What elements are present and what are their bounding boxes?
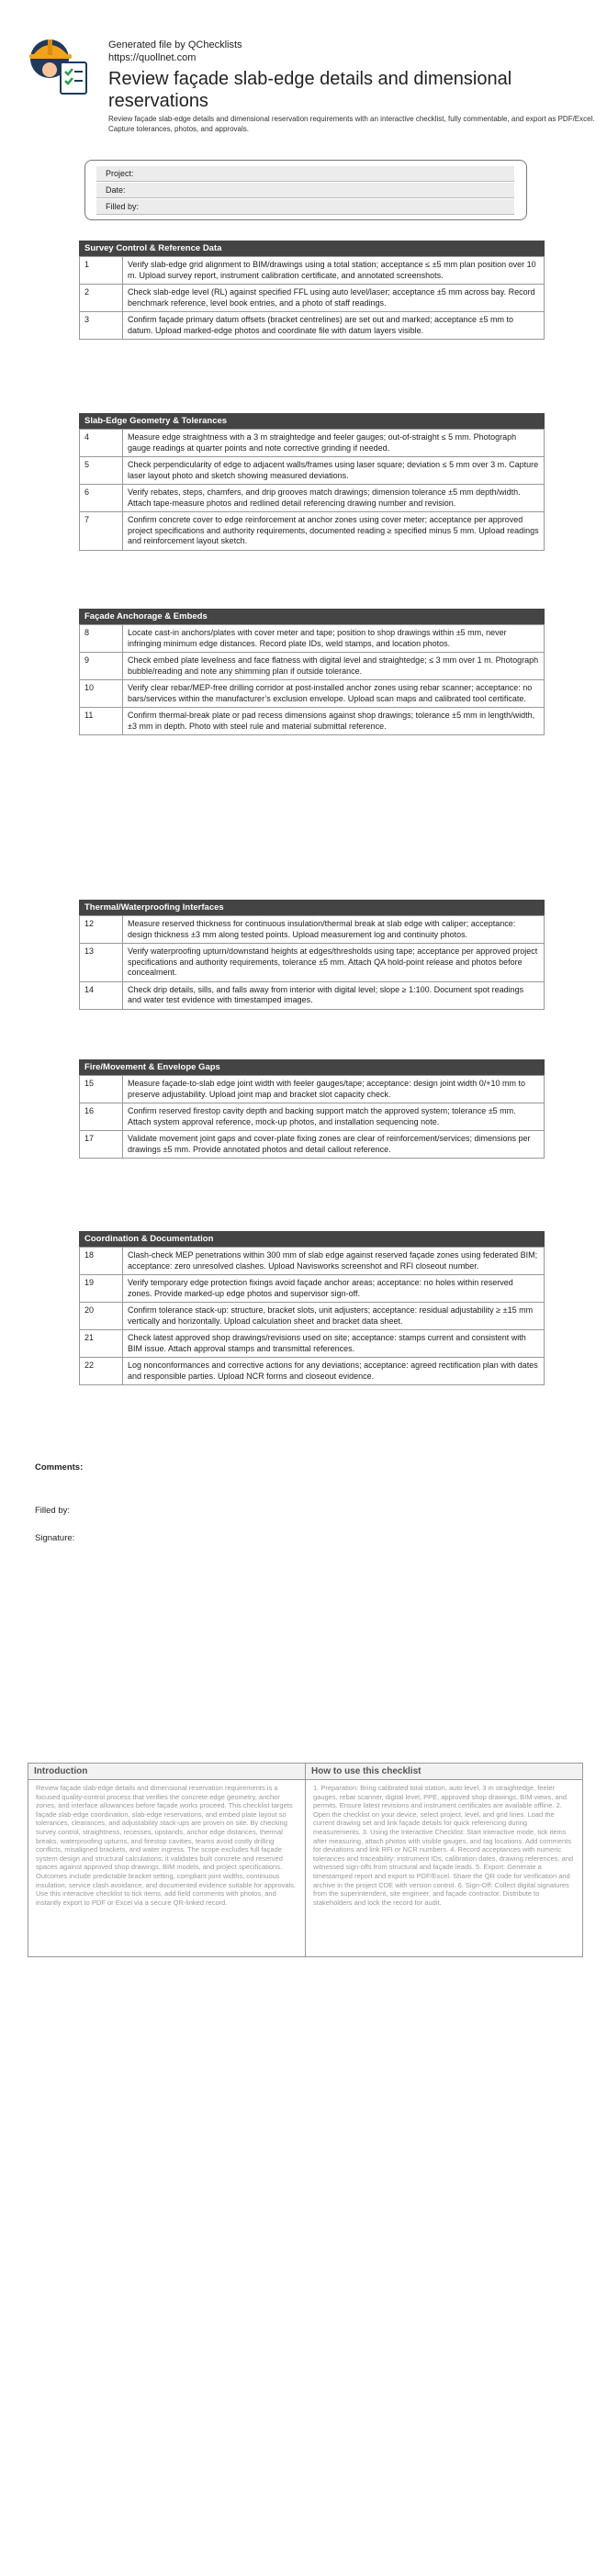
table-row[interactable] xyxy=(80,485,545,512)
item-number: 12 xyxy=(80,916,123,944)
table-row[interactable] xyxy=(80,1103,545,1131)
item-text: Measure façade-to-slab edge joint width with feeler gauges/tape; acceptance: design joint width 0/+10 mm to preserve adjustability. Upload joint map and bracket slot capacity check. xyxy=(123,1076,545,1103)
table-row[interactable] xyxy=(80,981,545,1009)
filled-by-label: Filled by: xyxy=(35,1506,71,1516)
item-text: Measure reserved thickness for continuous insulation/thermal break at slab edge with caliper; acceptance: design thickness ±3 mm along tested points. Upload measurement log and continuity photos. xyxy=(123,916,545,944)
section-facade-anchorage xyxy=(79,609,545,735)
page-title: Review façade slab-edge details and dimensional reservations xyxy=(108,69,512,111)
item-number: 17 xyxy=(80,1131,123,1159)
item-number: 18 xyxy=(80,1248,123,1275)
checklist-table xyxy=(79,1075,545,1159)
item-number: 9 xyxy=(80,653,123,680)
how-to-column xyxy=(306,1764,582,1956)
table-row[interactable] xyxy=(80,1131,545,1159)
section-slab-edge-geometry xyxy=(79,413,545,551)
table-row[interactable] xyxy=(80,1303,545,1330)
item-number: 15 xyxy=(80,1076,123,1103)
item-number: 14 xyxy=(80,981,123,1009)
how-to-text: 1. Preparation: Bring calibrated total station, auto level, 3 m straightedge, feeler gauges, rebar scanner, digital level, PPE, approved shop drawings, BIM views, and permits. Ensure latest revisions and instrument certificates are available offline. 2. Open the checklist on your device, select project, level, and grid lines. Load the current drawing set and link façade details for quick referencing during measurements. 3. Using the Interactive Checklist: Start interactive mode, tick items after measuring, attach photos with visible gauges, and tag locations. Add comments for deviations and link RFI or NCR numbers. 4. Record acceptances with numeric tolerances and traceability: instrument IDs, calibration dates, drawing references, and witnessed sign-offs from structural and façade leads. 5. Export: Generate a timestamped report and export to PDF/Excel. Share the QR code for verification and archive in the project CDE with version control. 6. Sign-Off: Collect digital signatures from the superintendent, site engineer, and façade contractor. Distribute to stakeholders and lock the record for audit. xyxy=(313,1784,574,1907)
item-number: 8 xyxy=(80,625,123,653)
checklist-table xyxy=(79,256,545,340)
section-thermal-waterproofing xyxy=(79,900,545,1010)
item-text: Check latest approved shop drawings/revisions used on site; acceptance: stamps current and consistent with BIM issue. Attach approval stamps and transmittal references. xyxy=(123,1330,545,1358)
item-number: 3 xyxy=(80,312,123,340)
construction-helmet-logo-icon xyxy=(28,31,92,95)
table-row[interactable] xyxy=(80,1330,545,1358)
table-row[interactable] xyxy=(80,708,545,735)
item-text: Confirm reserved firestop cavity depth and backing support match the approved system; tolerance ±5 mm. Attach system approval reference, mock-up photos, and installation sequencing note. xyxy=(123,1103,545,1131)
introduction-text: Review façade slab-edge details and dimensional reservation requirements is a focused quality-control process that verifies the concrete edge geometry, anchor zones, and interface allowances before façade works proceed. This checklist targets façade slab-edge coordination, slab-edge reservations, and embed plate layout so tolerances, clearances, and adjustability stack-ups are proven on site. By checking survey control, straightness, recesses, upstands, anchor edge distances, thermal breaks, waterproofing upturns, and firestop cavities, teams avoid costly drilling conflicts, misaligned brackets, and water ingress. The scope excludes full façade system design and structural calculations; it validates built concrete and reserved spaces against approved shop drawings, BIM models, and project specifications. Outcomes include predictable bracket setting, compliant joint widths, continuous insulation, service clash avoidance, and documented evidence suitable for approvals. Use this interactive checklist to tick items, add field comments with photos, and instantly export to PDF or Excel via a secure QR-linked record. xyxy=(36,1784,297,1907)
item-number: 19 xyxy=(80,1275,123,1303)
date-field[interactable]: Date: xyxy=(96,183,514,198)
section-heading: Coordination & Documentation xyxy=(79,1231,545,1247)
source-url-link[interactable]: https://quollnet.com xyxy=(108,52,197,63)
table-row[interactable] xyxy=(80,512,545,551)
project-field[interactable]: Project: xyxy=(96,166,514,182)
item-text: Measure edge straightness with a 3 m straightedge and feeler gauges; out-of-straight ≤ 5 mm. Photograph gauge readings at quarter points and note corrective grinding if needed. xyxy=(123,430,545,457)
item-number: 7 xyxy=(80,512,123,551)
section-coordination-documentation xyxy=(79,1231,545,1385)
introduction-heading: Introduction xyxy=(28,1764,305,1780)
item-number: 16 xyxy=(80,1103,123,1131)
item-text: Confirm concrete cover to edge reinforcement at anchor zones using cover meter; acceptance per approved project specifications and authority requirements, documented reading ≥ specified minus 5 mm. Upload readings and reinforcement layout sketch. xyxy=(123,512,545,551)
table-row[interactable] xyxy=(80,285,545,312)
item-text: Confirm façade primary datum offsets (bracket centrelines) are set out and marked; acceptance ±5 mm to datum. Upload marked-edge photos and coordinate file with datum layers visible. xyxy=(123,312,545,340)
item-number: 5 xyxy=(80,457,123,485)
item-number: 1 xyxy=(80,257,123,285)
section-heading: Fire/Movement & Envelope Gaps xyxy=(79,1059,545,1075)
item-text: Verify slab-edge grid alignment to BIM/drawings using a total station; acceptance ≤ ±5 mm plan position over 10 m. Upload survey report, instrument calibration certificate, and annotated screenshots. xyxy=(123,257,545,285)
signature-label: Signature: xyxy=(35,1533,75,1543)
section-heading: Thermal/Waterproofing Interfaces xyxy=(79,900,545,915)
project-info-box xyxy=(84,160,527,220)
table-row[interactable] xyxy=(80,1358,545,1385)
checklist-table xyxy=(79,1247,545,1385)
item-text: Check slab-edge level (RL) against specified FFL using auto level/laser; acceptance ±5 mm across bay. Record benchmark reference, level book entries, and a photo of staff readings. xyxy=(123,285,545,312)
generated-by-text: Generated file by QChecklists xyxy=(108,39,242,50)
section-survey-control xyxy=(79,241,545,340)
section-fire-movement-gaps xyxy=(79,1059,545,1159)
section-heading: Slab-Edge Geometry & Tolerances xyxy=(79,413,545,429)
item-number: 11 xyxy=(80,708,123,735)
item-text: Clash-check MEP penetrations within 300 mm of slab edge against reserved façade zones using federated BIM; acceptance: zero unresolved clashes. Upload Navisworks screenshot and RFI closeout number. xyxy=(123,1248,545,1275)
item-number: 13 xyxy=(80,944,123,982)
item-text: Validate movement joint gaps and cover-plate fixing zones are clear of reinforcement/services; dimensions per drawings ±5 mm. Provide annotated photos and detail callout reference. xyxy=(123,1131,545,1159)
checklist-table xyxy=(79,624,545,735)
table-row[interactable] xyxy=(80,653,545,680)
filled-by-field[interactable]: Filled by: xyxy=(96,199,514,215)
table-row[interactable] xyxy=(80,1248,545,1275)
item-number: 4 xyxy=(80,430,123,457)
table-row[interactable] xyxy=(80,944,545,982)
item-text: Verify waterproofing upturn/downstand heights at edges/thresholds using tape; acceptance per approved project specifications and authority requirements, tolerance ±5 mm. Attach QA hold-point release and photos before concealment. xyxy=(123,944,545,982)
item-number: 6 xyxy=(80,485,123,512)
table-row[interactable] xyxy=(80,312,545,340)
item-text: Locate cast-in anchors/plates with cover meter and tape; position to shop drawings within ±5 mm, never infringing minimum edge distances. Record plate IDs, weld stamps, and location photos. xyxy=(123,625,545,653)
table-row[interactable] xyxy=(80,430,545,457)
table-row[interactable] xyxy=(80,916,545,944)
table-row[interactable] xyxy=(80,1076,545,1103)
item-number: 10 xyxy=(80,680,123,708)
table-row[interactable] xyxy=(80,625,545,653)
info-panel xyxy=(28,1763,583,1957)
item-text: Verify temporary edge protection fixings avoid façade anchor areas; acceptance: no holes within reserved zones. Provide marked-up edge photos and supervisor sign-off. xyxy=(123,1275,545,1303)
item-number: 22 xyxy=(80,1358,123,1385)
item-text: Check embed plate levelness and face flatness with digital level and straightedge; ≤ 3 mm over 1 m. Photograph bubble/reading and note any shimming plan if outside tolerance. xyxy=(123,653,545,680)
item-text: Verify rebates, steps, chamfers, and drip grooves match drawings; dimension tolerance ±5 mm depth/width. Attach tape-measure photos and redlined detail referencing drawing number and revision. xyxy=(123,485,545,512)
table-row[interactable] xyxy=(80,680,545,708)
section-heading: Survey Control & Reference Data xyxy=(79,241,545,256)
section-heading: Façade Anchorage & Embeds xyxy=(79,609,545,624)
item-text: Check perpendicularity of edge to adjacent walls/frames using laser square; deviation ≤ 5 mm over 3 m. Capture laser layout photo and sketch showing measured deviations. xyxy=(123,457,545,485)
item-text: Confirm thermal-break plate or pad recess dimensions against shop drawings; tolerance ±5 mm in length/width, ±3 mm in depth. Photo with steel rule and material submittal reference. xyxy=(123,708,545,735)
item-number: 20 xyxy=(80,1303,123,1330)
item-text: Confirm tolerance stack-up: structure, bracket slots, unit adjusters; acceptance: residual adjustability ≥ ±15 mm vertically and horizontally. Upload calculation sheet and bracket data sheet. xyxy=(123,1303,545,1330)
checklist-table xyxy=(79,915,545,1010)
item-text: Check drip details, sills, and falls away from interior with digital level; slope ≥ 1:100. Document spot readings and water test evidence with timestamped images. xyxy=(123,981,545,1009)
how-to-heading: How to use this checklist xyxy=(306,1764,582,1780)
table-row[interactable] xyxy=(80,1275,545,1303)
comments-label: Comments: xyxy=(35,1462,84,1473)
table-row[interactable] xyxy=(80,257,545,285)
item-number: 21 xyxy=(80,1330,123,1358)
table-row[interactable] xyxy=(80,457,545,485)
item-text: Verify clear rebar/MEP-free drilling corridor at post-installed anchor zones using rebar scanner; acceptance: no bars/services within the manufacturer’s exclusion envelope. Upload scan maps and calibrated tool certificate. xyxy=(123,680,545,708)
item-text: Log nonconformances and corrective actions for any deviations; acceptance: agreed rectification plan with dates and responsible parties. Upload NCR forms and closeout evidence. xyxy=(123,1358,545,1385)
introduction-column xyxy=(28,1764,306,1956)
item-number: 2 xyxy=(80,285,123,312)
page-subtitle: Review façade slab-edge details and dimensional reservation requirements with an interactive checklist, fully commentable, and export as PDF/Excel. Capture tolerances, photos, and approvals. xyxy=(108,115,595,133)
checklist-table xyxy=(79,429,545,551)
